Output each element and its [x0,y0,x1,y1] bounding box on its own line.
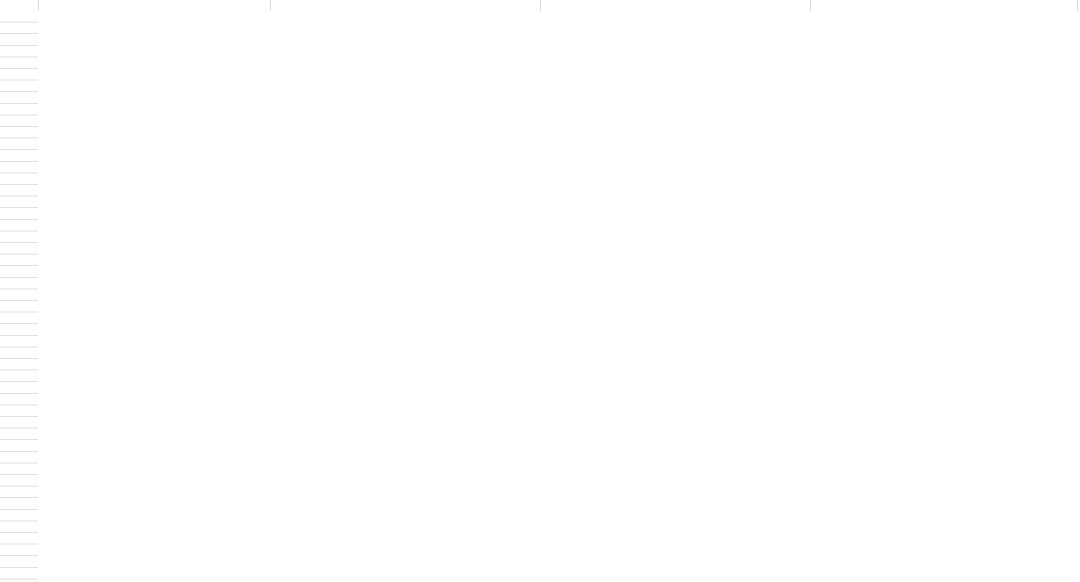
grid-stub [270,0,271,11]
grid-stub [810,0,811,11]
grid-stub [1077,0,1078,11]
row-margin-column [0,11,38,582]
grid-stub [540,0,541,11]
grid-stub [38,0,39,11]
